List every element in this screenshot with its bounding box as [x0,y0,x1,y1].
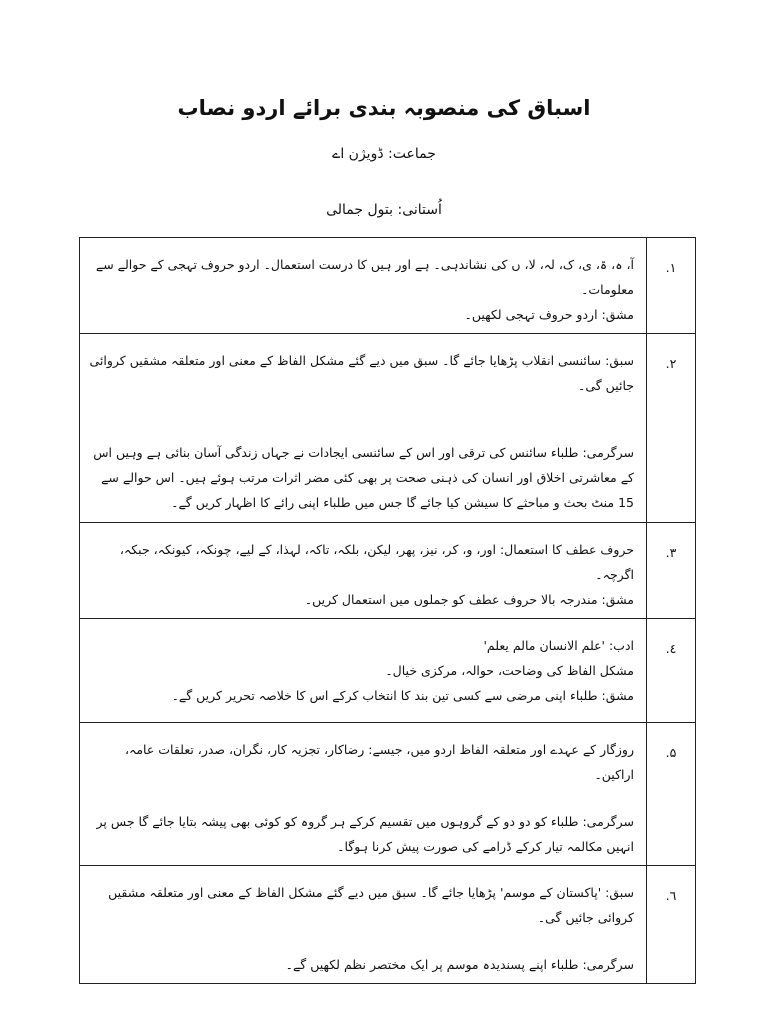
row-text: مشق: طلباء اپنی مرضی سے کسی تین بند کا انتخاب کرکے اس کا خلاصہ تحریر کریں گے۔ [171,688,634,703]
row-text: حروف عطف کا استعمال: اور، و، کر، نیز، پھر، لیکن، بلکہ، تاکہ، لہذا، کے لیے، چونکہ، کیونکہ، جبکہ، اگرچہ۔ [119,542,634,582]
document-title: اسباق کی منصوبہ بندی برائے اردو نصاب [177,96,591,120]
row-content [80,238,647,334]
teacher-line: اُستانی: بتول جمالی [326,202,442,218]
row-text: مشق: مندرجہ بالا حروف عطف کو جملوں میں استعمال کریں۔ [304,592,634,607]
row-text: سرگرمی: طلباء سائنس کی ترقی اور اس کے سائنسی ایجادات نے جہاں زندگی آسان بنائی ہے وہیں اس کے معاشرتی اخلاق اور انسان کی ذہنی صحت پر بھی کئی مضر اثرات مرتب ہوئے ہیں۔ اس حوالے سے 15 منٹ بحث و مباحثے کا سیشن کیا جائے گا جس میں طلباء اپنی رائے کا اظہار کریں گے۔ [93,445,634,510]
row-text: سرگرمی: طلباء اپنے پسندیدہ موسم پر ایک مختصر نظم لکھیں گے۔ [285,957,634,972]
table-row [80,866,696,984]
row-text: سرگرمی: طلباء کو دو دو کے گروہوں میں تقسیم کرکے ہر گروہ کو کوئی بھی پیشہ بتایا جائے گا جس پر انہیں مکالمہ تیار کرکے ڈرامے کی صورت پیش کرنا ہوگا۔ [96,814,634,854]
row-text: آ، ہ، ۃ، ی، ک، لہ، لا، ں کی نشاندہی۔ ہے اور ہیں کا درست استعمال۔ اردو حروف تہجی کے حوالے سے معلومات۔ [95,257,634,297]
row-content [80,723,647,866]
table-row [80,723,696,866]
table-row [80,619,696,723]
row-text: روزگار کے عہدے اور متعلقہ الفاظ اردو میں، جیسے: رضاکار، تجزیہ کار، نگران، صدر، تعلقات عامہ، اراکین۔ [124,742,634,782]
row-text: سبق: سائنسی انقلاب پڑھایا جائے گا۔ سبق میں دیے گئے مشکل الفاظ کے معنی اور متعلقہ مشقیں کروائی جائیں گی۔ [89,353,634,393]
row-number: ۲. [647,334,696,523]
row-text: مشق: اردو حروف تہجی لکھیں۔ [464,307,634,322]
row-content [80,866,647,984]
row-number: ۳. [647,523,696,619]
class-line: جماعت: ڈویژن اے [332,146,436,162]
table-row [80,523,696,619]
row-content [80,619,647,723]
table-row [80,238,696,334]
row-number: ۱. [647,238,696,334]
row-text: ادب: 'علم الانسان مالم یعلم' [483,638,634,653]
row-number: ۵. [647,723,696,866]
row-text: مشکل الفاظ کی وضاحت، حوالہ، مرکزی خیال۔ [385,663,634,678]
row-number: ٤. [647,619,696,723]
row-content [80,334,647,523]
row-number: ٦. [647,866,696,984]
row-content [80,523,647,619]
row-text: سبق: 'پاکستان کے موسم' پڑھایا جائے گا۔ سبق میں دیے گئے مشکل الفاظ کے معنی اور متعلقہ مشقیں کروائی جائیں گی۔ [108,885,634,925]
lesson-plan-table [79,237,696,984]
table-row [80,334,696,523]
